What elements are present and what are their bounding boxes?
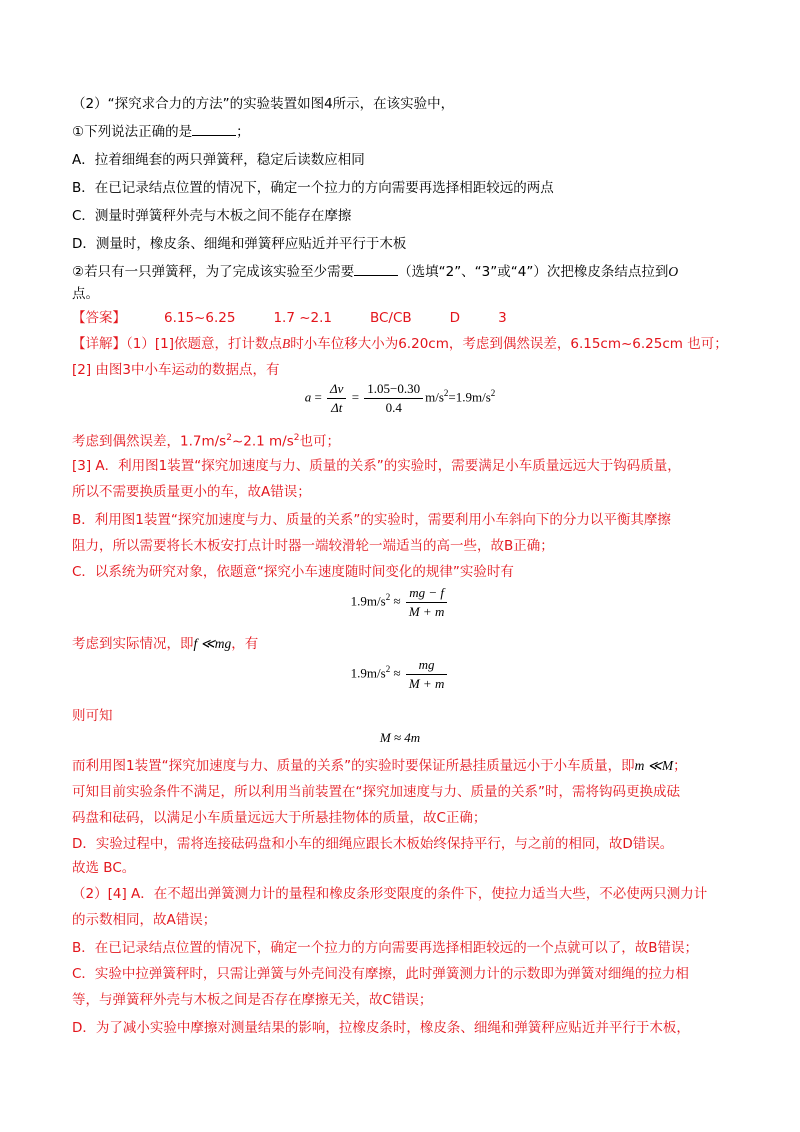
detail-label: 【详解】 [72,336,126,352]
detail-p13: 码盘和砝码，以满足小车质量远远大于所悬挂物体的质量，故C正确； [72,810,487,826]
detail-p3-a: 考虑到偶然误差，1.7m/s [72,433,227,450]
eq1-eq: = [314,389,322,405]
detail-p1-b: 时小车位移大小为6.20cm，考虑到偶然误差，6.15cm~6.25cm 也可； [290,336,728,352]
option-c: C．测量时弹簧秤外壳与木板之间不能存在摩擦 [72,208,352,224]
detail-p3-c: 也可； [299,433,340,450]
detail-p11 [72,756,687,776]
eq2-exp: 2 [385,592,391,603]
eq1-exp1: 2 [443,388,449,399]
math-f-ll-mg: f ≪mg [193,636,232,651]
math-m-ll-M: m ≪M [634,758,674,773]
detail-p4: [3] A．利用图1装置“探究加速度与力、质量的关系”的实验时，需要满足小车质量远远大于钩码质量， [72,458,681,474]
detail-p8: C．以系统为研究对象，依题意“探究小车速度随时间变化的规律”实验时有 [72,564,514,580]
eq3-num: mg [406,656,448,675]
eq1-unit1: m/s [425,389,444,405]
detail-p1 [72,334,728,354]
answer-blank-2 [354,262,398,276]
eq1-a: a [304,389,312,405]
eq1-exp2: 2 [490,388,496,399]
answer-blank [192,122,236,136]
eq2-frac [406,584,448,621]
detail-p3-b: ~2.1 m/s [231,433,294,450]
eq2-approx: ≈ [393,593,401,609]
p3-exp1: 2 [226,433,232,443]
eq2-lhs: 1.9m/s [350,593,386,609]
eq1-frac2 [364,380,423,417]
eq2-num: mg − f [406,584,448,603]
detail-p19: C．实验中拉弹簧秤时，只需让弹簧与外壳间没有摩擦，此时弹簧测力计的示数即为弹簧对细绳的拉力相 [72,966,689,982]
detail-p11-a: 而利用图1装置“探究加速度与力、质量的关系”的实验时要保证所悬挂质量远小于小车质量，即 [72,758,635,774]
question-sub2 [72,262,678,282]
detail-p6: B．利用图1装置“探究加速度与力、质量的关系”的实验时，需要利用小车斜向下的分力以平衡其摩擦 [72,512,671,528]
answer-value-2: 1.7 ~2.1 [273,310,332,326]
detail-p15: 故选 BC。 [72,860,136,876]
answer-value-1: 6.15~6.25 [164,310,236,326]
question-intro: （2）“探究求合力的方法”的实验装置如图4所示，在该实验中， [72,96,455,112]
detail-p21: D．为了减小实验中摩擦对测量结果的影响，拉橡皮条时，橡皮条、细绳和弹簧秤应贴近并平行于木板， [72,1020,690,1036]
detail-p9-a: 考虑到实际情况，即 [72,636,194,652]
eq3-den: M + m [408,676,445,691]
point-o: O [668,264,679,279]
answer-value-3: BC/CB [369,310,412,326]
detail-p20: 等，与弹簧秤外壳与木板之间是否存在摩擦无关，故C错误； [72,992,433,1008]
eq3-exp: 2 [385,664,391,675]
detail-p3 [72,428,340,452]
eq1-den2: 0.4 [385,400,402,415]
detail-p5: 所以不需要换质量更小的车，故A错误； [72,484,311,500]
detail-p10: 则可知 [72,708,113,724]
point-b: B [281,336,291,351]
detail-p2: [2] 由图3中小车运动的数据点，有 [72,362,280,378]
equation-approx [0,656,800,693]
eq3-frac [406,656,448,693]
detail-p18: B．在已记录结点位置的情况下，确定一个拉力的方向需要再选择相距较远的一个点就可以了，故B错误； [72,940,699,956]
eq1-frac1 [327,380,346,417]
answer-value-4: D [449,310,461,326]
detail-p9-b: ，有 [231,636,259,652]
eq1-den1: Δt [331,400,343,415]
equation-acceleration [0,380,800,417]
eq1-num1: Δv [327,380,346,399]
option-b: B．在已记录结点位置的情况下，确定一个拉力的方向需要再选择相距较远的两点 [72,180,554,196]
question-sub2-end: 点。 [72,286,99,302]
eq1-eq2: = [351,389,360,405]
eq1-result: =1.9m/s [448,389,491,405]
equation-system [0,584,800,621]
detail-p17: 的示数相同，故A错误； [72,912,217,928]
sub1-end: ； [236,124,250,140]
sub1-text: ①下列说法正确的是 [72,124,193,140]
p3-exp2: 2 [293,433,300,443]
option-a: A．拉着细绳套的两只弹簧秤，稳定后读数应相同 [72,152,365,168]
option-d: D．测量时，橡皮条、细绳和弹簧秤应贴近并平行于木板 [72,236,407,252]
answer-line [72,308,507,328]
detail-p14: D．实验过程中，需将连接砝码盘和小车的细绳应跟长木板始终保持平行，与之前的相同，故D错误。 [72,836,674,852]
equation-mass: M ≈ 4m [379,730,421,745]
sub2-text: ②若只有一只弹簧秤，为了完成该实验至少需要 [72,264,355,280]
detail-p11-b: ； [673,758,687,774]
detail-p1-a: （1）[1]依题意，打计数点 [126,336,282,352]
question-sub1 [72,122,250,142]
eq2-den: M + m [408,604,445,619]
eq1-num2: 1.05−0.30 [364,380,423,399]
sub2-text-b: （选填“2”、“3”或“4”）次把橡皮条结点拉到 [398,264,669,280]
detail-p7: 阻力，所以需要将长木板安打点计时器一端较滑轮一端适当的高一些，故B正确； [72,538,554,554]
answer-value-5: 3 [498,310,507,326]
eq3-approx: ≈ [393,665,401,681]
eq3-lhs: 1.9m/s [350,665,386,681]
detail-p16: （2）[4] A．在不超出弹簧测力计的量程和橡皮条形变限度的条件下，使拉力适当大些，不必使两只测力计 [72,886,708,902]
detail-p9 [72,634,258,654]
answer-label: 【答案】 [72,310,126,326]
detail-p12: 可知目前实验条件不满足，所以利用当前装置在“探究加速度与力、质量的关系”时，需将钩码更换成砝 [72,784,680,800]
